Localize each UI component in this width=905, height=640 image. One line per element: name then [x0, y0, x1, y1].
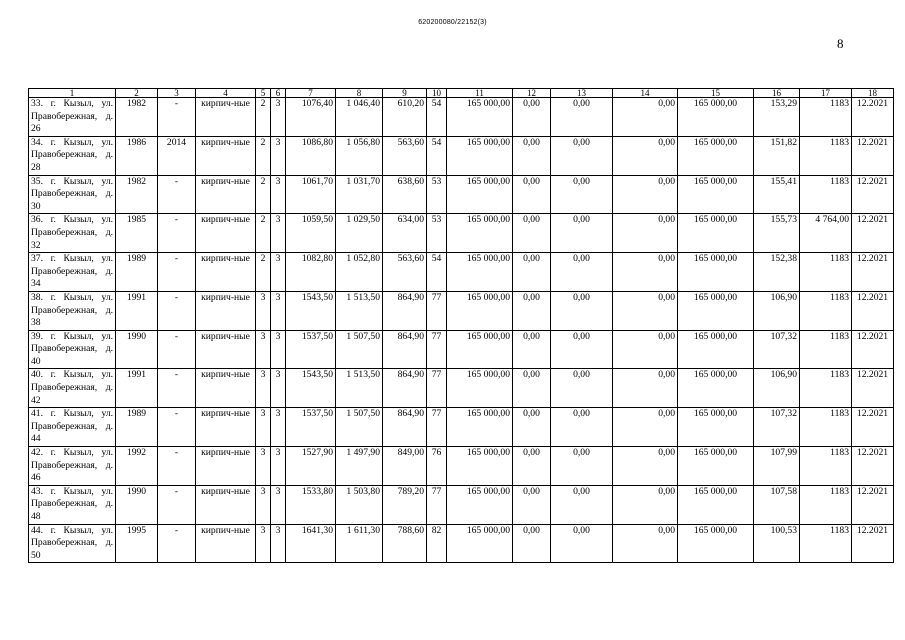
- table-cell: 1 052,80: [336, 253, 383, 292]
- table-cell: 0,00: [613, 447, 678, 486]
- table-cell: 3: [271, 175, 286, 214]
- table-cell: 39. г. Кызыл, ул. Правобережная, д. 40: [29, 330, 116, 369]
- table-cell: 0,00: [613, 175, 678, 214]
- table-cell: 3: [271, 524, 286, 563]
- table-cell: 0,00: [613, 214, 678, 253]
- table-cell: 2: [256, 214, 271, 253]
- table-cell: 1 611,30: [336, 524, 383, 563]
- table-cell: 12.2021: [852, 291, 894, 330]
- table-cell: 155,73: [754, 214, 800, 253]
- table-cell: 0,00: [613, 136, 678, 175]
- table-cell: кирпич-ные: [196, 253, 256, 292]
- table-cell: 0,00: [613, 524, 678, 563]
- table-cell: 35. г. Кызыл, ул. Правобережная, д. 30: [29, 175, 116, 214]
- table-cell: 1183: [800, 369, 852, 408]
- table-cell: 12.2021: [852, 447, 894, 486]
- table-cell: 107,58: [754, 485, 800, 524]
- table-cell: 1 046,40: [336, 98, 383, 137]
- table-cell: 1982: [116, 175, 158, 214]
- table-cell: 0,00: [613, 253, 678, 292]
- table-cell: 165 000,00: [678, 214, 754, 253]
- table-cell: 0,00: [551, 214, 613, 253]
- table-cell: 3: [271, 408, 286, 447]
- table-cell: 165 000,00: [447, 253, 513, 292]
- table-cell: 165 000,00: [447, 98, 513, 137]
- column-header: 5: [256, 89, 271, 98]
- table-cell: 165 000,00: [447, 485, 513, 524]
- table-row: [29, 253, 894, 292]
- table-cell: 1183: [800, 330, 852, 369]
- table-cell: 165 000,00: [678, 136, 754, 175]
- table-cell: 2014: [158, 136, 196, 175]
- table-cell: 76: [427, 447, 447, 486]
- column-header: 18: [852, 89, 894, 98]
- table-cell: 1986: [116, 136, 158, 175]
- table-cell: 1 507,50: [336, 330, 383, 369]
- table-cell: 0,00: [551, 330, 613, 369]
- table-cell: 12.2021: [852, 369, 894, 408]
- table-cell: кирпич-ные: [196, 524, 256, 563]
- page-number: 8: [837, 36, 844, 51]
- table-cell: 0,00: [513, 447, 551, 486]
- column-header: 8: [336, 89, 383, 98]
- table-cell: 12.2021: [852, 524, 894, 563]
- table-cell: 0,00: [513, 330, 551, 369]
- table-cell: кирпич-ные: [196, 136, 256, 175]
- table-cell: 12.2021: [852, 136, 894, 175]
- table-cell: 3: [256, 369, 271, 408]
- table-cell: кирпич-ные: [196, 175, 256, 214]
- table-cell: 1183: [800, 175, 852, 214]
- table-cell: -: [158, 524, 196, 563]
- header-row: [29, 89, 894, 98]
- table-row: [29, 524, 894, 563]
- table-cell: 1990: [116, 485, 158, 524]
- table-row: [29, 485, 894, 524]
- table-cell: 0,00: [613, 98, 678, 137]
- table-cell: 165 000,00: [678, 408, 754, 447]
- column-header: 12: [513, 89, 551, 98]
- table-cell: 1543,50: [286, 291, 336, 330]
- column-header: 7: [286, 89, 336, 98]
- table-cell: 1 031,70: [336, 175, 383, 214]
- table-cell: 3: [256, 524, 271, 563]
- table-cell: 1076,40: [286, 98, 336, 137]
- table-cell: 0,00: [613, 485, 678, 524]
- table-cell: 3: [271, 253, 286, 292]
- table-row: [29, 136, 894, 175]
- table-cell: 638,60: [383, 175, 427, 214]
- table-cell: 165 000,00: [447, 175, 513, 214]
- table-cell: 165 000,00: [678, 485, 754, 524]
- table-cell: 40. г. Кызыл, ул. Правобережная, д. 42: [29, 369, 116, 408]
- table-cell: 1 029,50: [336, 214, 383, 253]
- table-cell: 43. г. Кызыл, ул. Правобережная, д. 48: [29, 485, 116, 524]
- table-cell: 41. г. Кызыл, ул. Правобережная, д. 44: [29, 408, 116, 447]
- table-cell: 107,32: [754, 330, 800, 369]
- table-cell: 1985: [116, 214, 158, 253]
- column-header: 15: [678, 89, 754, 98]
- column-header: 6: [271, 89, 286, 98]
- table-body: [29, 98, 894, 563]
- table-cell: 1059,50: [286, 214, 336, 253]
- table-cell: 1183: [800, 485, 852, 524]
- table-row: [29, 98, 894, 137]
- table-cell: 1537,50: [286, 330, 336, 369]
- table-cell: 610,20: [383, 98, 427, 137]
- table-cell: 3: [271, 291, 286, 330]
- table-cell: 165 000,00: [678, 369, 754, 408]
- table-cell: 77: [427, 408, 447, 447]
- table-row: [29, 214, 894, 253]
- table-cell: 165 000,00: [447, 447, 513, 486]
- table-cell: 0,00: [513, 485, 551, 524]
- table-cell: -: [158, 485, 196, 524]
- table-cell: 0,00: [513, 253, 551, 292]
- table-cell: 100,53: [754, 524, 800, 563]
- table-cell: 82: [427, 524, 447, 563]
- table-cell: 1 507,50: [336, 408, 383, 447]
- table-cell: 3: [271, 214, 286, 253]
- table-cell: -: [158, 98, 196, 137]
- table-cell: -: [158, 175, 196, 214]
- table-cell: 1 056,80: [336, 136, 383, 175]
- table-row: [29, 175, 894, 214]
- table-cell: 1533,80: [286, 485, 336, 524]
- table-cell: 3: [256, 408, 271, 447]
- table-cell: 0,00: [513, 369, 551, 408]
- table-cell: кирпич-ные: [196, 447, 256, 486]
- table-cell: 1543,50: [286, 369, 336, 408]
- table-cell: 77: [427, 291, 447, 330]
- table-cell: 0,00: [551, 485, 613, 524]
- table-cell: 3: [256, 330, 271, 369]
- table-cell: 3: [271, 369, 286, 408]
- table-cell: 0,00: [551, 253, 613, 292]
- column-header: 2: [116, 89, 158, 98]
- table-cell: 3: [271, 330, 286, 369]
- table-cell: 864,90: [383, 330, 427, 369]
- table-cell: 1183: [800, 524, 852, 563]
- table-cell: 0,00: [613, 330, 678, 369]
- table-cell: 44. г. Кызыл, ул. Правобережная, д. 50: [29, 524, 116, 563]
- table-cell: 33. г. Кызыл, ул. Правобережная, д. 26: [29, 98, 116, 137]
- table-cell: 1991: [116, 369, 158, 408]
- table-cell: 2: [256, 98, 271, 137]
- table-cell: 12.2021: [852, 330, 894, 369]
- table-cell: 36. г. Кызыл, ул. Правобережная, д. 32: [29, 214, 116, 253]
- table-cell: 1183: [800, 253, 852, 292]
- table-cell: 165 000,00: [678, 524, 754, 563]
- table-cell: 0,00: [513, 408, 551, 447]
- table-cell: 151,82: [754, 136, 800, 175]
- table-row: [29, 447, 894, 486]
- table-cell: 12.2021: [852, 98, 894, 137]
- table-cell: 53: [427, 175, 447, 214]
- table-cell: 0,00: [513, 524, 551, 563]
- table-header: [29, 89, 894, 98]
- table-cell: 54: [427, 136, 447, 175]
- table-cell: 54: [427, 253, 447, 292]
- table-cell: 3: [271, 136, 286, 175]
- table-cell: 165 000,00: [447, 136, 513, 175]
- table-cell: 42. г. Кызыл, ул. Правобережная, д. 46: [29, 447, 116, 486]
- column-header: 14: [613, 89, 678, 98]
- table-cell: кирпич-ные: [196, 98, 256, 137]
- table-cell: 165 000,00: [678, 253, 754, 292]
- table-cell: 864,90: [383, 369, 427, 408]
- table-cell: кирпич-ные: [196, 369, 256, 408]
- column-header: 1: [29, 89, 116, 98]
- table-cell: 789,20: [383, 485, 427, 524]
- table-cell: 77: [427, 330, 447, 369]
- column-header: 3: [158, 89, 196, 98]
- column-header: 11: [447, 89, 513, 98]
- table-cell: 1 513,50: [336, 291, 383, 330]
- table-cell: 165 000,00: [447, 408, 513, 447]
- table-cell: 0,00: [513, 291, 551, 330]
- table-cell: 12.2021: [852, 253, 894, 292]
- table-cell: 165 000,00: [678, 98, 754, 137]
- table-cell: 1990: [116, 330, 158, 369]
- table-cell: 0,00: [551, 98, 613, 137]
- table-cell: 12.2021: [852, 485, 894, 524]
- table-cell: 1183: [800, 447, 852, 486]
- table-cell: кирпич-ные: [196, 408, 256, 447]
- table-cell: 3: [256, 291, 271, 330]
- table-cell: 165 000,00: [447, 291, 513, 330]
- table-row: [29, 369, 894, 408]
- table-cell: 1061,70: [286, 175, 336, 214]
- table-cell: -: [158, 369, 196, 408]
- table-cell: 54: [427, 98, 447, 137]
- table-cell: 1537,50: [286, 408, 336, 447]
- table-cell: 165 000,00: [678, 175, 754, 214]
- table-cell: 1086,80: [286, 136, 336, 175]
- table-cell: 788,60: [383, 524, 427, 563]
- table-cell: 12.2021: [852, 214, 894, 253]
- table-cell: 0,00: [513, 175, 551, 214]
- table-cell: 2: [256, 136, 271, 175]
- column-header: 17: [800, 89, 852, 98]
- table-cell: 107,99: [754, 447, 800, 486]
- table-cell: 3: [256, 485, 271, 524]
- table-cell: кирпич-ные: [196, 330, 256, 369]
- table-cell: 0,00: [551, 408, 613, 447]
- table-cell: 37. г. Кызыл, ул. Правобережная, д. 34: [29, 253, 116, 292]
- table-cell: 1992: [116, 447, 158, 486]
- table-cell: 634,00: [383, 214, 427, 253]
- column-header: 10: [427, 89, 447, 98]
- table-cell: 0,00: [513, 98, 551, 137]
- table-cell: 1 503,80: [336, 485, 383, 524]
- table-cell: -: [158, 330, 196, 369]
- table-cell: 165 000,00: [447, 524, 513, 563]
- table-cell: 1183: [800, 136, 852, 175]
- table-cell: 106,90: [754, 369, 800, 408]
- table-cell: 1082,80: [286, 253, 336, 292]
- table-cell: 165 000,00: [678, 447, 754, 486]
- table-cell: 165 000,00: [447, 369, 513, 408]
- table-cell: 1183: [800, 291, 852, 330]
- table-cell: -: [158, 291, 196, 330]
- table-cell: 38. г. Кызыл, ул. Правобережная, д. 38: [29, 291, 116, 330]
- table-row: [29, 291, 894, 330]
- table-cell: 563,60: [383, 136, 427, 175]
- column-header: 9: [383, 89, 427, 98]
- table-cell: 1995: [116, 524, 158, 563]
- table-cell: 0,00: [551, 447, 613, 486]
- table-cell: 563,60: [383, 253, 427, 292]
- table-cell: 0,00: [551, 136, 613, 175]
- table-cell: 1 513,50: [336, 369, 383, 408]
- table-cell: 165 000,00: [678, 330, 754, 369]
- table-cell: 53: [427, 214, 447, 253]
- table-cell: 4 764,00: [800, 214, 852, 253]
- table-cell: 2: [256, 175, 271, 214]
- table-cell: 0,00: [551, 175, 613, 214]
- table-cell: 0,00: [613, 369, 678, 408]
- table-cell: 1989: [116, 408, 158, 447]
- table-cell: 1641,30: [286, 524, 336, 563]
- table-cell: 0,00: [513, 136, 551, 175]
- column-header: 4: [196, 89, 256, 98]
- table-cell: 864,90: [383, 291, 427, 330]
- table-cell: 864,90: [383, 408, 427, 447]
- table-cell: 1527,90: [286, 447, 336, 486]
- table-cell: 3: [271, 447, 286, 486]
- table-cell: 0,00: [551, 291, 613, 330]
- table-cell: 1 497,90: [336, 447, 383, 486]
- table-cell: 1982: [116, 98, 158, 137]
- table-cell: 77: [427, 369, 447, 408]
- table-cell: 165 000,00: [678, 291, 754, 330]
- table-cell: кирпич-ные: [196, 485, 256, 524]
- table-cell: 107,32: [754, 408, 800, 447]
- table-cell: -: [158, 253, 196, 292]
- table-cell: 12.2021: [852, 408, 894, 447]
- table-cell: 849,00: [383, 447, 427, 486]
- table-cell: 0,00: [513, 214, 551, 253]
- table-cell: 0,00: [551, 524, 613, 563]
- table-cell: 153,29: [754, 98, 800, 137]
- table-cell: 1183: [800, 98, 852, 137]
- housing-table: [28, 88, 894, 563]
- table-cell: кирпич-ные: [196, 291, 256, 330]
- table-cell: 155,41: [754, 175, 800, 214]
- table-cell: 0,00: [613, 291, 678, 330]
- table-cell: -: [158, 447, 196, 486]
- table-cell: кирпич-ные: [196, 214, 256, 253]
- table-cell: 3: [271, 98, 286, 137]
- table-row: [29, 408, 894, 447]
- table-cell: 165 000,00: [447, 214, 513, 253]
- table-cell: 1183: [800, 408, 852, 447]
- table-cell: 1991: [116, 291, 158, 330]
- table-cell: -: [158, 214, 196, 253]
- table-cell: -: [158, 408, 196, 447]
- table-cell: 165 000,00: [447, 330, 513, 369]
- document-id: 620200080/22152(3): [418, 19, 487, 26]
- table-row: [29, 330, 894, 369]
- table-cell: 34. г. Кызыл, ул. Правобережная, д. 28: [29, 136, 116, 175]
- column-header: 16: [754, 89, 800, 98]
- table-cell: 2: [256, 253, 271, 292]
- table-cell: 3: [256, 447, 271, 486]
- table-cell: 106,90: [754, 291, 800, 330]
- table-cell: 12.2021: [852, 175, 894, 214]
- column-header: 13: [551, 89, 613, 98]
- table-cell: 0,00: [613, 408, 678, 447]
- table-cell: 152,38: [754, 253, 800, 292]
- table-cell: 0,00: [551, 369, 613, 408]
- table-cell: 77: [427, 485, 447, 524]
- table-cell: 3: [271, 485, 286, 524]
- table-cell: 1989: [116, 253, 158, 292]
